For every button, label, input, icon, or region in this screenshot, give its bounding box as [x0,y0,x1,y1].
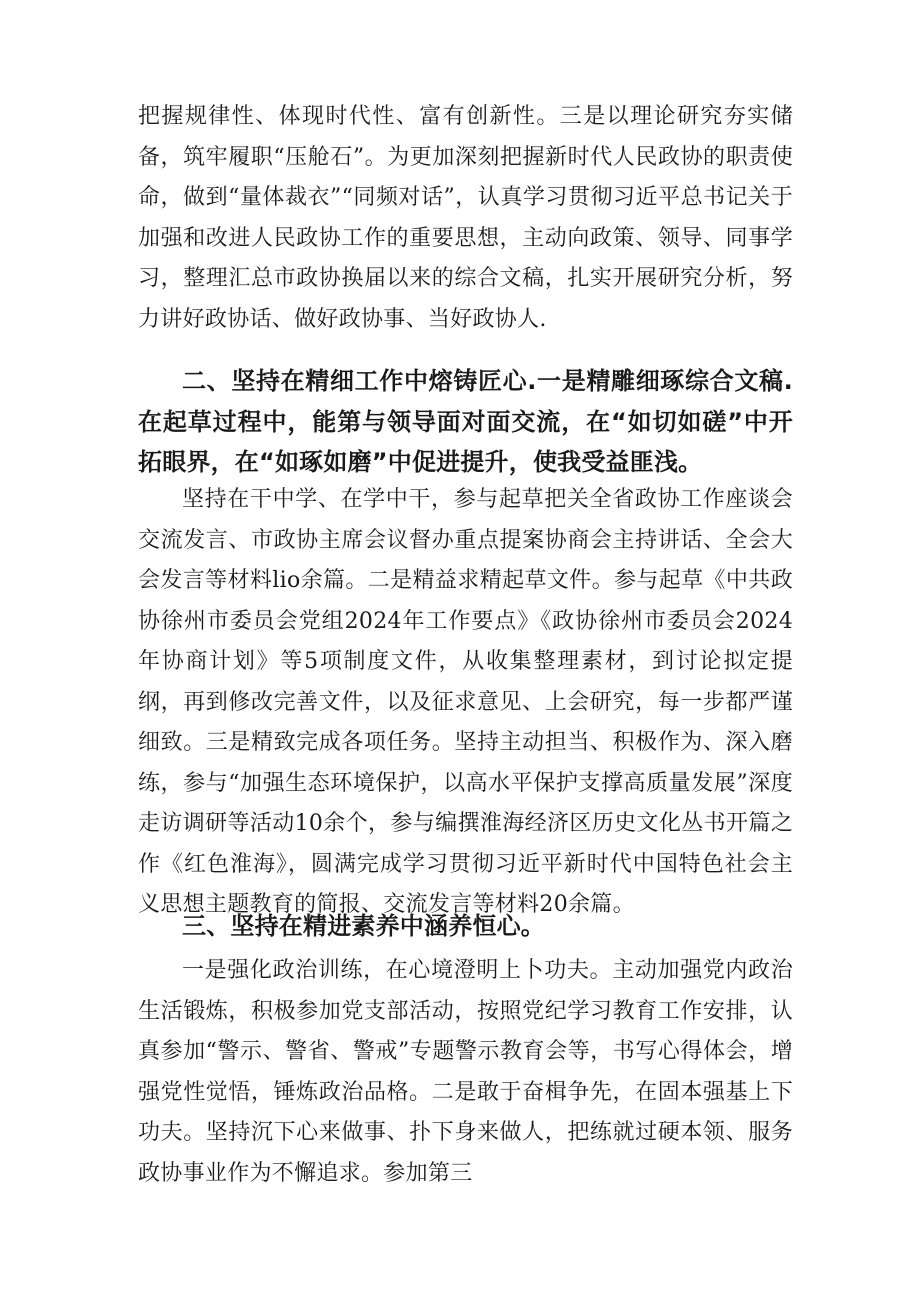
body-paragraph-3: 一是强化政治训练，在心境澄明上卜功夫。主动加强党内政治生活锻炼，积极参加党支部活动，按照党纪学习教育工作安排，认真参加“警示、警省、警戒”专题警示教育会等，书写心得体会，增强党性觉悟，锤炼政治品格。二是敢于奋楫争先，在固本强基上下功夫。坚持沉下心来做事、扑下身来做人，把练就过硬本领、服务政协事业作为不懈追求。参加第三 [138,958,793,1186]
body-paragraph-1: 把握规律性、体现时代性、富有创新性。三是以理论研究夯实储备，筑牢履职“压舱石”。为更加深刻把握新时代人民政协的职责使命，做到“量体裁衣”“同频对话”，认真学习贯彻习近平总书记关于加强和改进人民政协工作的重要思想，主动向政策、领导、同事学习，整理汇总市政协换届以来的综合文稿，扎实开展研究分析，努力讲好政协话、做好政协事、当好政协人. [138,104,793,332]
body-paragraph-2: 坚持在干中学、在学中干，参与起草把关全省政协工作座谈会交流发言、市政协主席会议督办重点提案协商会主持讲话、全会大会发言等材料lio余篇。二是精益求精起草文件。参与起草《中共政协徐州市委员会党组2024年工作要点》《政协徐州市委员会2024年协商计划》等5项制度文件，从收集整理素材，到讨论拟定提纲，再到修改完善文件，以及征求意见、上会研究，每一步都严谨细致。三是精致完成各项任务。坚持主动担当、积极作为、深入磨练，参与“加强生态环境保护，以高水平保护支撑高质量发展”深度走访调研等活动10余个，参与编撰淮海经济区历史文化丛书开篇之作《红色淮海》，圆满完成学习贯彻习近平新时代中国特色社会主义思想主题教育的简报、交流发言等材料20余篇。 [138,487,793,917]
section-heading-3: 三、坚持在精进素养中涵养恒心。 [182,912,545,940]
section-heading-2: 二、坚持在精细工作中熔铸匠心.一是精雕细琢综合文稿.在起草过程中，能第与领导面对面交流，在“如切如磋”中开拓眼界，在“如琢如磨”中促进提升，使我受益匪浅。 [138,367,793,476]
